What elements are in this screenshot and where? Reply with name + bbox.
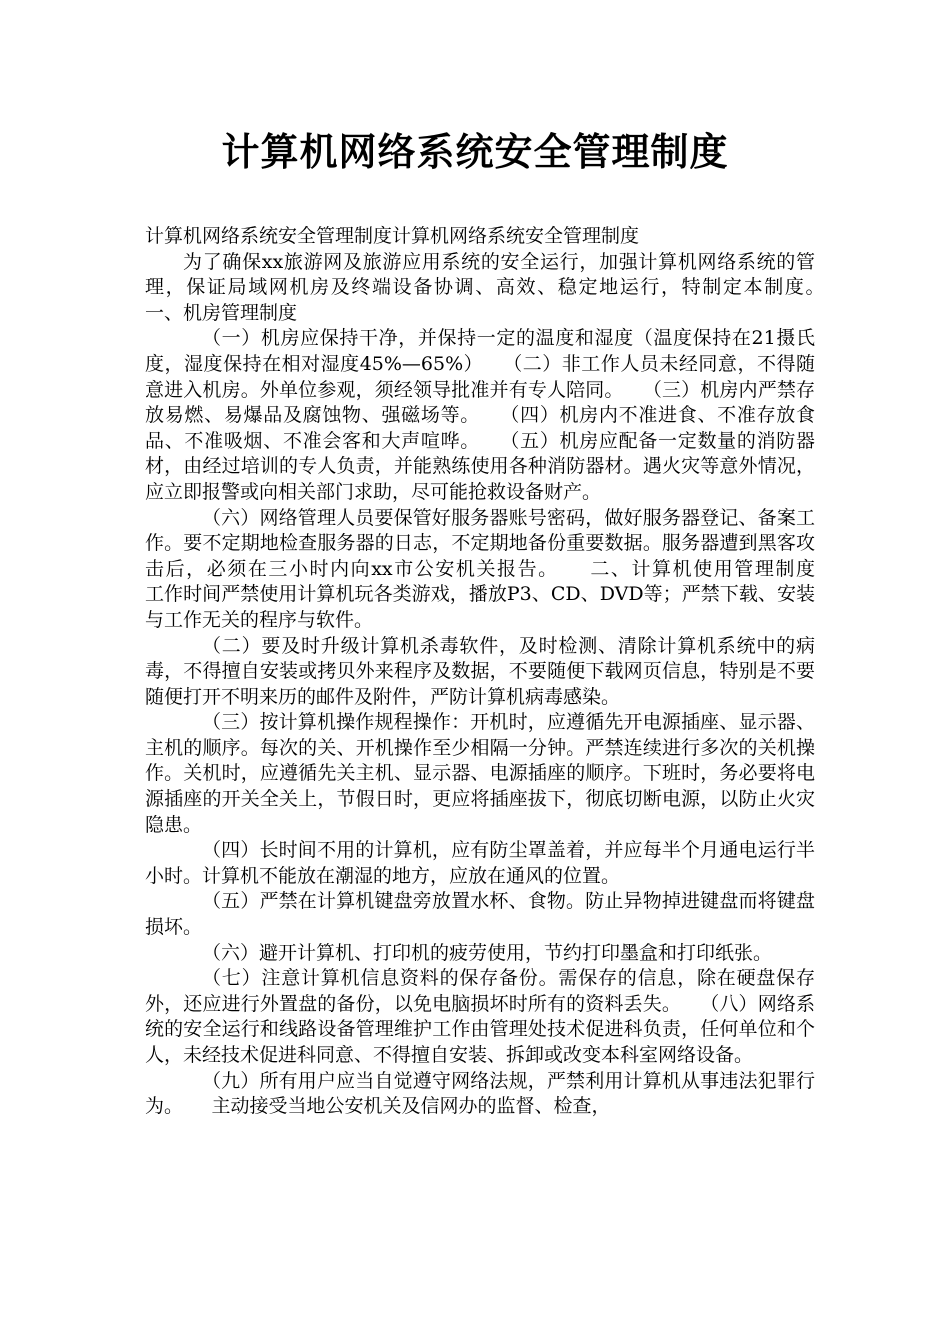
paragraph-intro: 为了确保xx旅游网及旅游应用系统的安全运行，加强计算机网络系统的管理，保证局域网机房及终端设备协调、高效、稳定地运行，特制定本制度。 一、机房管理制度 [145,250,854,324]
paragraph-keyboard: （五）严禁在计算机键盘旁放置水杯、食物。防止异物掉进键盘而将键盘损坏。 [145,890,815,939]
paragraph-dust-cover: （四）长时间不用的计算机，应有防尘罩盖着，并应每半个月通电运行半小时。计算机不能放在潮湿的地方，应放在通风的位置。 [145,839,815,887]
paragraph-antivirus: （二）要及时升级计算机杀毒软件，及时检测、清除计算机系统中的病毒，不得擅自安装或拷贝外来程序及数据，不要随便下载网页信息，特别是不要随便打开不明来历的邮件及附件，严防计算机病毒感染。 [145,634,815,708]
paragraph-printer: （六）避开计算机、打印机的疲劳使用，节约打印墨盒和打印纸张。 [202,941,773,964]
paragraph-operation-rules: （三）按计算机操作规程操作：开机时，应遵循先开电源插座、显示器、主机的顺序。每次的关、开机操作至少相隔一分钟。严禁连续进行多次的关机操作。关机时，应遵循先关主机、显示器、电源插座的顺序。下班时，务必要将电源插座的开关全关上，节假日时，更应将插座拔下，彻底切断电源，以防止火灾隐患。 [145,711,815,836]
paragraph-machine-room-rules: （一）机房应保持干净，并保持一定的温度和湿度（温度保持在21摄氏度，湿度保持在相对湿度45%—65%） （二）非工作人员未经同意，不得随意进入机房。外单位参观，须经领导批准并有专人陪同。 （三）机房内严禁存放易燃、易爆品及腐蚀物、强磁场等。 （四）机房内不准进食、不准存放食品、不准吸烟、不准会客和大声喧哗。 （五）机房应配备一定数量的消防器材，由经过培训的专人负责，并能熟练使用各种消防器材。遇火灾等意外情况，应立即报警或向相关部门求助，尽可能抢救设备财产。 [145,327,815,503]
paragraph-law-compliance: （九）所有用户应当自觉遵守网络法规，严禁利用计算机从事违法犯罪行为。 主动接受当地公安机关及信网办的监督、检查， [145,1069,815,1118]
paragraph-server-management: （六）网络管理人员要保管好服务器账号密码，做好服务器登记、备案工作。要不定期地检查服务器的日志，不定期地备份重要数据。服务器遭到黑客攻击后，必须在三小时内向xx市公安机关报告。 二、计算机使用管理制度 工作时间严禁使用计算机玩各类游戏，播放P3、CD、DVD等；严禁下载、安装与工作无关的程序与软件。 [145,506,854,631]
paragraph-subtitle: 计算机网络系统安全管理制度计算机网络系统安全管理制度 [145,225,640,247]
document-body [145,224,854,1120]
document-title: 计算机网络系统安全管理制度 [221,130,729,174]
paragraph-backup: （七）注意计算机信息资料的保存备份。需保存的信息，除在硬盘保存外，还应进行外置盘的备份，以免电脑损坏时所有的资料丢失。 （八）网络系统的安全运行和线路设备管理维护工作由管理处技术促进科负责，任何单位和个人，未经技术促进科同意、不得擅自安装、拆卸或改变本科室网络设备。 [145,967,815,1066]
